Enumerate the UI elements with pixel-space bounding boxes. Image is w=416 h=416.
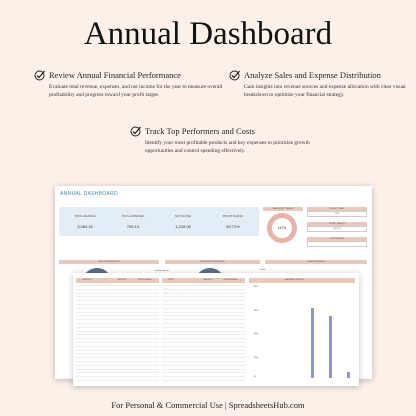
table-row-line	[162, 300, 245, 301]
table-row-line	[76, 293, 159, 294]
check-circle-icon	[34, 69, 46, 81]
select-label: PROFIT TARGET	[307, 222, 367, 226]
kpi-total-revenue	[61, 207, 109, 229]
col-header: AMOUNT	[118, 279, 127, 281]
table-row-line	[76, 365, 159, 366]
table-row-line	[162, 289, 245, 290]
table-row-line	[76, 361, 159, 362]
table-row-line	[162, 376, 245, 377]
table-row-line	[162, 380, 245, 381]
table-row-line	[76, 300, 159, 301]
y-tick: $800	[254, 286, 258, 288]
table-row-line	[162, 304, 245, 305]
kpi-profit-margin	[209, 207, 257, 229]
col-header: PERCENTAGE	[138, 279, 152, 281]
kpi-label: NET INCOME	[174, 215, 192, 218]
check-circle-icon	[130, 125, 142, 137]
feature-desc: Gain insights into revenue sources and expense allocation with clear visual breakdown to optimize your financial strategy.	[244, 84, 406, 98]
table-row-line	[76, 289, 159, 290]
profit-target-panel	[263, 207, 303, 241]
feature-desc: Evaluate total revenue, expenses, and net income for the year to measure overall profitability and progress toward your profit target.	[49, 84, 223, 98]
bar-12	[311, 308, 314, 378]
y-tick: $0	[254, 376, 256, 378]
table-row-line	[76, 380, 159, 381]
kpi-label: TOTAL REVENUE	[74, 215, 96, 218]
table-row-line	[76, 357, 159, 358]
table-row-line	[76, 350, 159, 351]
table-row-line	[162, 342, 245, 343]
col-header: COST	[168, 279, 174, 281]
table-row-line	[76, 285, 159, 286]
kpi-value: 3,084.16	[77, 224, 93, 229]
footer-text: For Personal & Commercial Use | SpreadsheetsHub.com	[111, 400, 305, 410]
table-row-line	[76, 327, 159, 328]
chart-title: EARNINGS REPORT	[285, 279, 305, 281]
earnings-sheet	[73, 273, 359, 386]
table-row-line	[76, 376, 159, 377]
table-row-line	[162, 315, 245, 316]
product-table-header	[76, 278, 159, 283]
dashboard-title: ANNUAL DASHBOARD	[60, 191, 118, 197]
y-tick: $400	[254, 333, 258, 335]
table-row-line	[162, 361, 245, 362]
table-row-line	[76, 331, 159, 332]
table-row-line	[162, 346, 245, 347]
kpi-total-expenses	[109, 207, 157, 229]
table-row-line	[76, 346, 159, 347]
table-row-line	[162, 350, 245, 351]
feature-heading: Analyze Sales and Expense Distribution	[244, 70, 381, 80]
table-row-line	[162, 338, 245, 339]
col-header: AMOUNT	[204, 279, 213, 281]
kpi-value: 1,228.06	[175, 224, 191, 229]
select-value[interactable]: $1097.8	[307, 226, 367, 232]
table-row-line	[162, 331, 245, 332]
table-row-line	[76, 304, 159, 305]
y-tick: $600	[254, 310, 258, 312]
feature-1	[34, 69, 224, 99]
bar-16	[329, 316, 332, 378]
kpi-value: 63.72%	[226, 224, 240, 229]
table-row-line	[162, 308, 245, 309]
table-row-line	[162, 319, 245, 320]
table-row-line	[162, 357, 245, 358]
kpi-label: PROFIT MARGIN	[222, 215, 244, 218]
table-row-line	[162, 372, 245, 373]
table-row-line	[162, 365, 245, 366]
col-header: PERCENTAGE	[224, 279, 238, 281]
kpi-net-income	[159, 207, 207, 229]
table-row-line	[76, 334, 159, 335]
cost-target-field[interactable]	[307, 237, 367, 247]
legend-label: Postage and fees	[155, 270, 169, 272]
table-row-line	[76, 308, 159, 309]
select-value[interactable]	[307, 241, 367, 247]
section-expense-distribution: EXPENSE DISTRIBUTION	[165, 260, 260, 264]
select-value[interactable]: 2025	[307, 211, 367, 217]
section-sales-overview: SALES OVERVIEW	[265, 260, 367, 264]
table-row: Packaging	[165, 289, 175, 291]
table-row-line	[76, 353, 159, 354]
y-tick: $200	[254, 357, 258, 359]
profit-target-field[interactable]	[307, 222, 367, 232]
bar-20	[347, 372, 350, 378]
table-row-line	[162, 312, 245, 313]
ring-label: YEAR PROFIT TARGET	[263, 207, 303, 211]
ring-value: 112%	[277, 226, 287, 230]
table-row-line	[76, 315, 159, 316]
table-row-line	[76, 369, 159, 370]
col-header: PRODUCT	[82, 279, 92, 281]
select-label: COST TARGET	[307, 237, 367, 241]
table-row-line	[162, 353, 245, 354]
table-row-line	[162, 285, 245, 286]
kpi-panel	[59, 207, 259, 236]
table-row-line	[76, 323, 159, 324]
table-row-line	[76, 338, 159, 339]
section-sales-distribution: SALES DISTRIBUTION	[59, 260, 159, 264]
feature-3	[130, 125, 320, 155]
feature-heading: Track Top Performers and Costs	[145, 126, 255, 136]
select-year[interactable]	[307, 207, 367, 217]
table-row-line	[162, 323, 245, 324]
table-row-line	[76, 342, 159, 343]
table-row-line	[76, 372, 159, 373]
table-row-line	[162, 369, 245, 370]
feature-desc: Identify your most profitable products and key expenses to prioritize growth opportunities and control spending effectively.	[145, 140, 310, 154]
table-row-line	[76, 319, 159, 320]
feature-heading: Review Annual Financial Performance	[49, 70, 181, 80]
select-label: SELECT YEAR	[307, 207, 367, 211]
kpi-label: TOTAL EXPENSES	[121, 215, 145, 218]
page-title: Annual Dashboard	[83, 16, 333, 52]
check-circle-icon	[229, 69, 241, 81]
legend-label: Labels	[260, 269, 266, 271]
table-row-line	[162, 327, 245, 328]
table-row: Inventory	[165, 285, 174, 287]
table-row: Postage and fees	[165, 293, 181, 295]
table-row-line	[76, 312, 159, 313]
table-row-line	[76, 296, 159, 297]
table-row-line	[162, 296, 245, 297]
table-row-line	[162, 293, 245, 294]
earnings-chart-header	[249, 278, 355, 283]
profit-target-ring	[267, 213, 297, 243]
cost-table-header	[162, 278, 245, 283]
table-row-line	[162, 334, 245, 335]
kpi-value: 756.10	[126, 224, 140, 229]
feature-2	[229, 69, 416, 99]
